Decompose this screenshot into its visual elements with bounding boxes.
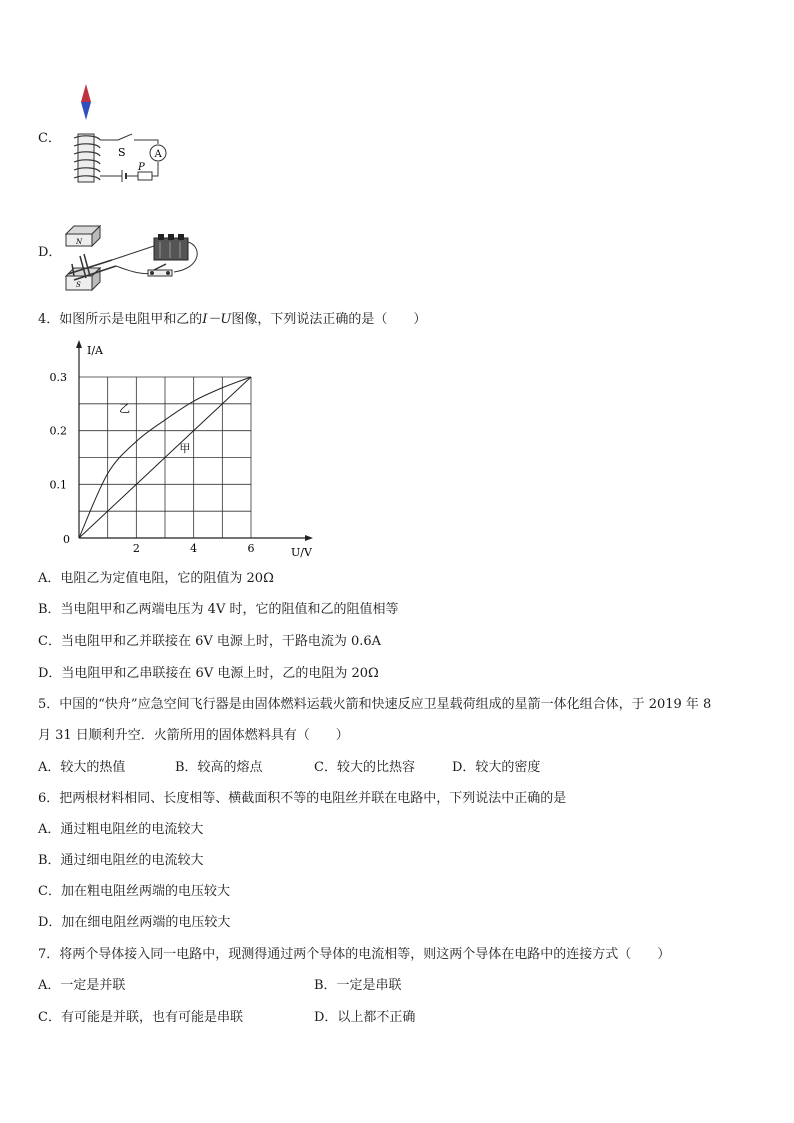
question-6-stem: 6．把两根材料相同、长度相等、横截面积不等的电阻丝并联在电路中，下列说法中正确的是 xyxy=(38,791,567,806)
x-axis-arrow xyxy=(305,535,313,541)
question-5-option-b[interactable]: B．较高的熔点 xyxy=(175,760,263,775)
y-tick-label: 0.3 xyxy=(49,371,67,384)
battery-pack xyxy=(154,238,188,260)
circuit-wires xyxy=(100,134,158,176)
chart-labels xyxy=(50,344,313,559)
origin-label: 0 xyxy=(63,533,70,546)
question-7-option-c[interactable]: C．有可能是并联，也有可能是串联 xyxy=(38,1010,243,1025)
option-c-circuit-figure xyxy=(60,84,190,188)
y-tick-label: 0.1 xyxy=(49,478,67,492)
question-7-option-b[interactable]: B．一定是串联 xyxy=(314,978,402,993)
question-5-stem-line-1: 5．中国的“快舟”应急空间飞行器是由固体燃料运载火箭和快速反应卫星载荷组成的星箭一体化组合体，于 2019 年 8 xyxy=(38,697,712,712)
x-tick-label: 4 xyxy=(190,542,198,555)
rheostat xyxy=(138,172,152,180)
question-6-option-a[interactable]: A．通过粗电阻丝的电流较大 xyxy=(38,822,204,837)
question-4-stem-tail: 图像，下列说法正确的是（ ） xyxy=(231,312,427,327)
x-axis-label: U/V xyxy=(291,546,312,559)
question-6-option-b[interactable]: B．通过细电阻丝的电流较大 xyxy=(38,853,204,868)
question-4-stem-text: 4．如图所示是电阻甲和乙的 xyxy=(38,312,203,327)
series-label-yi: 乙 xyxy=(119,401,131,415)
series-label-jia: 甲 xyxy=(179,442,191,456)
option-d-apparatus-figure xyxy=(62,220,202,296)
option-d-label: D． xyxy=(38,245,62,260)
x-tick-label: 6 xyxy=(247,542,255,555)
ammeter-label: A xyxy=(154,149,162,160)
question-5-option-a[interactable]: A．较大的热值 xyxy=(38,760,126,775)
switch-label: S xyxy=(118,146,126,159)
question-4-stem-math: I－U xyxy=(202,312,232,327)
compass-needle-south xyxy=(81,102,91,120)
question-6-option-c[interactable]: C．加在粗电阻丝两端的电压较大 xyxy=(38,884,230,899)
question-4-option-a[interactable]: A．电阻乙为定值电阻，它的阻值为 20Ω xyxy=(38,571,274,586)
question-4-option-b[interactable]: B．当电阻甲和乙两端电压为 4V 时，它的阻值和乙的阻值相等 xyxy=(38,602,399,617)
question-7-option-a[interactable]: A．一定是并联 xyxy=(38,978,126,993)
question-4-option-d[interactable]: D．当电阻甲和乙串联接在 6V 电源上时，乙的电阻为 20Ω xyxy=(38,666,379,681)
question-6-option-d[interactable]: D．加在细电阻丝两端的电压较大 xyxy=(38,915,231,930)
magnet-north-label: N xyxy=(76,238,83,246)
x-tick-label: 2 xyxy=(132,542,140,555)
question-5-stem-line-2: 月 31 日顺利升空．火箭所用的固体燃料具有（ ） xyxy=(38,728,349,743)
question-5-option-c[interactable]: C．较大的比热容 xyxy=(314,760,415,775)
question-7-option-d[interactable]: D．以上都不正确 xyxy=(314,1010,416,1025)
y-axis-arrow xyxy=(76,340,82,348)
y-tick-label: 0.2 xyxy=(49,424,67,438)
question-5-option-d[interactable]: D．较大的密度 xyxy=(452,760,541,775)
question-4-option-c[interactable]: C．当电阻甲和乙并联接在 6V 电源上时，干路电流为 0.6A xyxy=(38,634,382,649)
slider-label: P xyxy=(138,162,145,173)
iu-graph-chart xyxy=(38,338,348,560)
y-axis-label: I/A xyxy=(87,344,103,357)
compass-needle-north xyxy=(81,84,91,102)
question-7-stem: 7．将两个导体接入同一电路中，现测得通过两个导体的电流相等，则这两个导体在电路中的连接方式（ ） xyxy=(38,947,671,962)
magnet-south-label: S xyxy=(76,281,81,289)
option-c-label: C． xyxy=(38,131,61,146)
question-4-stem xyxy=(38,311,426,329)
solenoid-core xyxy=(78,134,94,182)
